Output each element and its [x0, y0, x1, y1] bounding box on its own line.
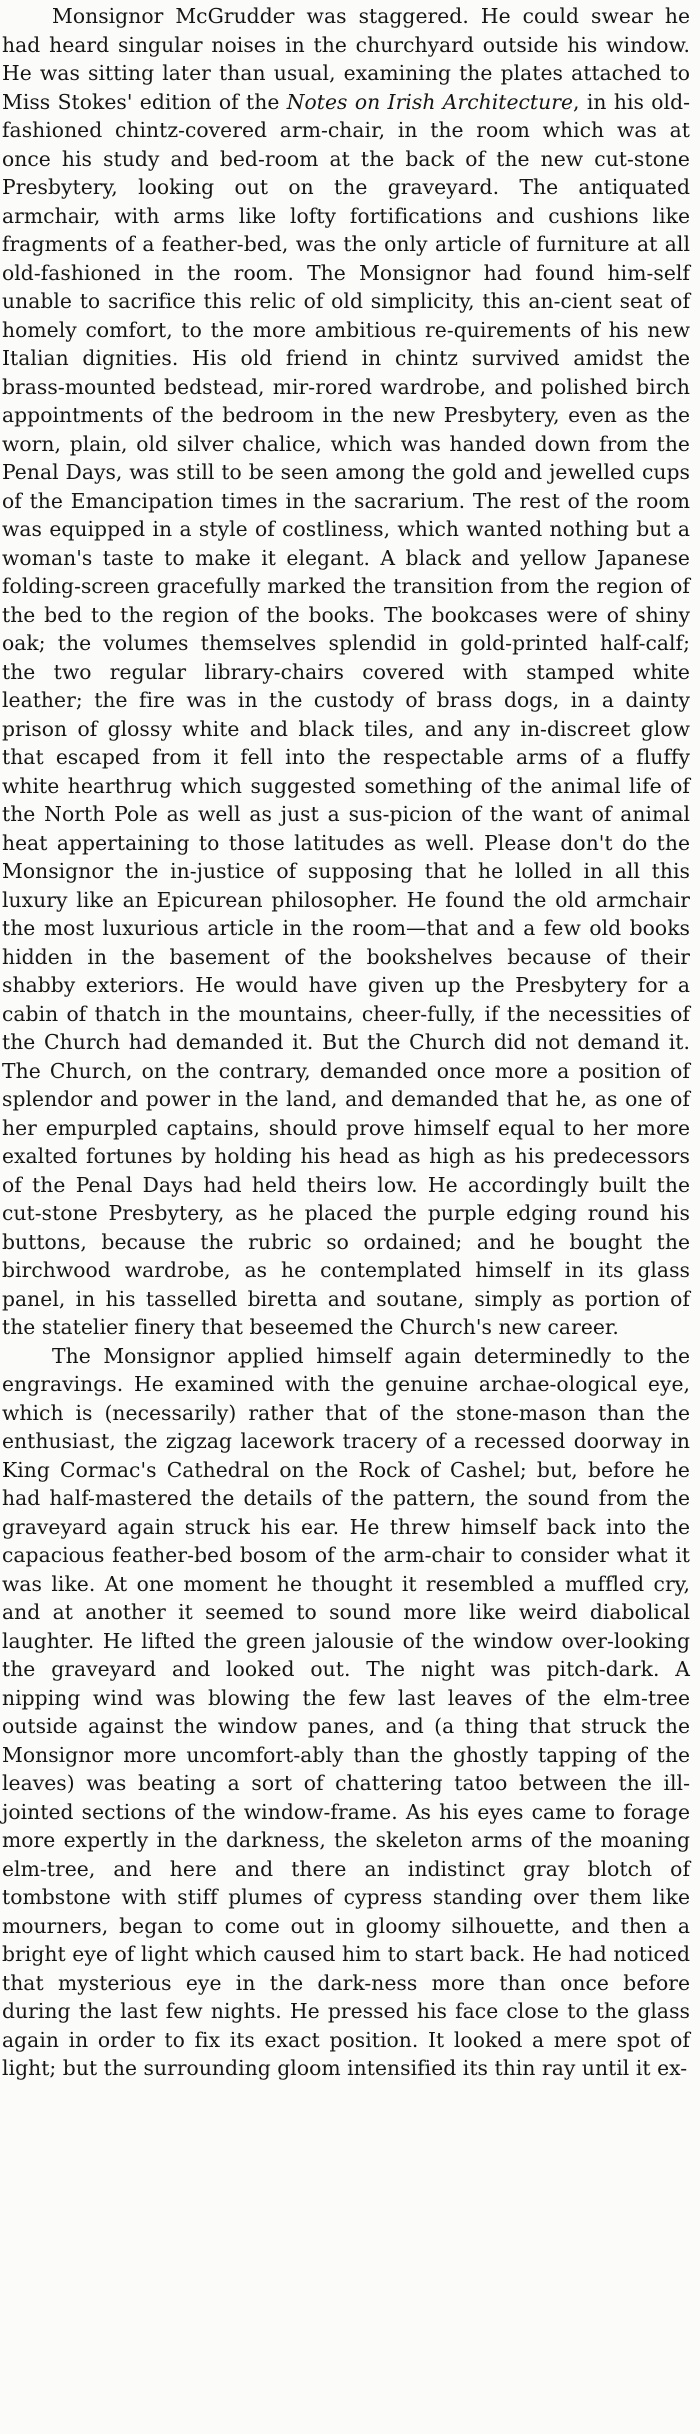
- paragraph-1-text-rest: , in his old-fashioned chintz-covered arm-chair, in the room which was at once his study and bed-room at the back of the new cut-stone Presbytery, looking out on the graveyard. The antiquated armchair, with arms like lofty fortifications and cushions like fragments of a feather-bed, was the only article of furniture at all old-fashioned in the room. The Monsignor had found him-self unable to sacrifice this relic of old simplicity, this an-cient seat of homely comfort, to the more ambitious re-quirements of his new Italian dignities. His old friend in chintz survived amidst the brass-mounted bedstead, mir-rored wardrobe, and polished birch appointments of the bedroom in the new Presbytery, even as the worn, plain, old silver chalice, which was handed down from the Penal Days, was still to be seen among the gold and jewelled cups of the Emancipation times in the sacrarium. The rest of the room was equipped in a style of costliness, which wanted nothing but a woman's taste to make it elegant. A black and yellow Japanese folding-screen gracefully marked the transition from the region of the bed to the region of the books. The bookcases were of shiny oak; the volumes themselves splendid in gold-printed half-calf; the two regular library-chairs covered with stamped white leather; the fire was in the custody of brass dogs, in a dainty prison of glossy white and black tiles, and any in-discreet glow that escaped from it fell into the respectable arms of a fluffy white hearthrug which suggested something of the animal life of the North Pole as well as just a sus-picion of the want of animal heat appertaining to those latitudes as well. Please don't do the Monsignor the in-justice of supposing that he lolled in all this luxury like an Epicurean philosopher. He found the old armchair the most luxurious article in the room—that and a few old books hidden in the basement of the bookshelves because of their shabby exteriors. He would have given up the Presbytery for a cabin of thatch in the mountains, cheer-fully, if the necessities of the Church had demanded it. But the Church did not demand it. The Church, on the contrary, demanded once more a position of splendor and power in the land, and demanded that he, as one of her empurpled captains, should prove himself equal to her more exalted fortunes by holding his head as high as his predecessors of the Penal Days had held theirs low. He accordingly built the cut-stone Presbytery, as he placed the purple edging round his buttons, because the rubric so ordained; and he bought the birchwood wardrobe, as he contemplated himself in its glass panel, in his tasselled biretta and soutane, simply as portion of the statelier finery that beseemed the Church's new career.: [2, 89, 691, 1339]
- book-title-italic: Notes on Irish Architecture: [286, 89, 574, 114]
- paragraph-2-text: The Monsignor applied himself again determinedly to the engravings. He examined with the genuine archae-ological eye, which is (necessarily) rather that of the stone-mason than the enthusiast, the zigzag lacework tracery of a recessed doorway in King Cormac's Cathedral on the Rock of Cashel; but, before he had half-mastered the details of the pattern, the sound from the graveyard again struck his ear. He threw himself back into the capacious feather-bed bosom of the arm-chair to consider what it was like. At one moment he thought it resembled a muffled cry, and at another it seemed to sound more like weird diabolical laughter. He lifted the green jalousie of the window over-looking the graveyard and looked out. The night was pitch-dark. A nipping wind was blowing the few last leaves of the elm-tree outside against the window panes, and (a thing that struck the Monsignor more uncomfort-ably than the ghostly tapping of the leaves) was beating a sort of chattering tatoo between the ill-jointed sections of the window-frame. As his eyes came to forage more expertly in the darkness, the skeleton arms of the moaning elm-tree, and here and there an indistinct gray blotch of tombstone with stiff plumes of cypress standing over them like mourners, began to come out in gloomy silhouette, and then a bright eye of light which caused him to start back. He had noticed that mysterious eye in the dark-ness more than once before during the last few nights. He pressed his face close to the glass again in order to fix its exact position. It looked a mere spot of light; but the surrounding gloom intensified its thin ray until it ex-: [2, 1343, 690, 2080]
- article-text-column: [2, 2, 690, 2083]
- paragraph-1-text-start: Monsignor McGrudder was staggered. He could swear he had heard singular noises in the churchyard outside his window. He was sitting later than usual, examining the plates attached to Miss Stokes' edition of the: [2, 4, 690, 114]
- paragraph-graveyard-light: [2, 1342, 690, 2083]
- paragraph-study-description: [2, 2, 690, 1342]
